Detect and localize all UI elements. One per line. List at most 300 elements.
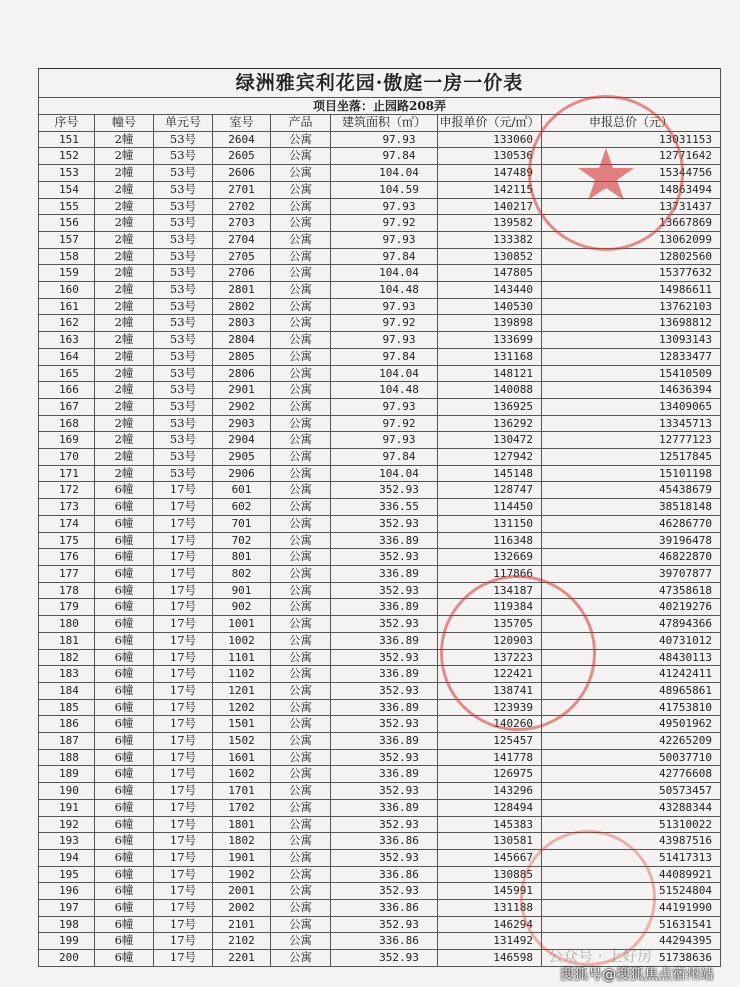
cell-seq: 184 (39, 682, 95, 699)
col-header-seq: 序号 (39, 115, 95, 132)
cell-unit-price: 122421 (438, 666, 542, 683)
cell-unit-price: 140260 (438, 716, 542, 733)
table-row (39, 315, 721, 332)
cell-room: 1801 (213, 816, 271, 833)
cell-unit: 17号 (154, 799, 213, 816)
cell-building: 2幢 (95, 181, 154, 198)
table-row (39, 499, 721, 516)
cell-seq: 171 (39, 465, 95, 482)
cell-seq: 169 (39, 432, 95, 449)
cell-unit-price: 142115 (438, 181, 542, 198)
table-row (39, 666, 721, 683)
cell-area: 104.04 (331, 365, 438, 382)
cell-unit-price: 131150 (438, 515, 542, 532)
cell-unit: 53号 (154, 181, 213, 198)
table-row (39, 549, 721, 566)
cell-building: 6幢 (95, 632, 154, 649)
cell-seq: 183 (39, 666, 95, 683)
cell-area: 352.93 (331, 649, 438, 666)
cell-room: 902 (213, 599, 271, 616)
cell-unit: 17号 (154, 883, 213, 900)
cell-total-price: 13093143 (542, 332, 721, 349)
cell-product: 公寓 (271, 248, 331, 265)
cell-building: 6幢 (95, 799, 154, 816)
cell-unit: 17号 (154, 816, 213, 833)
cell-area: 104.48 (331, 382, 438, 399)
cell-product: 公寓 (271, 916, 331, 933)
cell-product: 公寓 (271, 565, 331, 582)
cell-total-price: 40219276 (542, 599, 721, 616)
cell-unit-price: 138741 (438, 682, 542, 699)
table-row (39, 916, 721, 933)
cell-product: 公寓 (271, 900, 331, 917)
cell-unit-price: 140088 (438, 382, 542, 399)
cell-area: 352.93 (331, 916, 438, 933)
table-row (39, 565, 721, 582)
table-row (39, 198, 721, 215)
cell-area: 336.89 (331, 699, 438, 716)
cell-seq: 156 (39, 215, 95, 232)
cell-building: 6幢 (95, 565, 154, 582)
cell-unit: 17号 (154, 666, 213, 683)
table-row (39, 282, 721, 299)
cell-area: 352.93 (331, 515, 438, 532)
cell-building: 6幢 (95, 833, 154, 850)
cell-product: 公寓 (271, 382, 331, 399)
cell-room: 2702 (213, 198, 271, 215)
cell-unit-price: 123939 (438, 699, 542, 716)
cell-product: 公寓 (271, 766, 331, 783)
cell-building: 6幢 (95, 682, 154, 699)
cell-total-price: 14636394 (542, 382, 721, 399)
cell-unit: 17号 (154, 682, 213, 699)
cell-product: 公寓 (271, 515, 331, 532)
cell-room: 2901 (213, 382, 271, 399)
cell-unit: 53号 (154, 148, 213, 165)
cell-product: 公寓 (271, 231, 331, 248)
cell-total-price: 47894366 (542, 616, 721, 633)
cell-seq: 198 (39, 916, 95, 933)
table-row (39, 332, 721, 349)
table-row (39, 398, 721, 415)
cell-total-price: 13698812 (542, 315, 721, 332)
cell-product: 公寓 (271, 649, 331, 666)
cell-building: 2幢 (95, 282, 154, 299)
table-row (39, 515, 721, 532)
cell-unit: 53号 (154, 332, 213, 349)
cell-seq: 151 (39, 131, 95, 148)
cell-unit: 17号 (154, 849, 213, 866)
col-header-room: 室号 (213, 115, 271, 132)
cell-room: 2805 (213, 348, 271, 365)
cell-product: 公寓 (271, 499, 331, 516)
cell-unit: 17号 (154, 599, 213, 616)
cell-room: 2905 (213, 449, 271, 466)
col-header-unit-price: 申报单价（元/㎡） (438, 115, 542, 132)
cell-unit-price: 130885 (438, 866, 542, 883)
cell-seq: 157 (39, 231, 95, 248)
cell-seq: 162 (39, 315, 95, 332)
table-row (39, 716, 721, 733)
table-row (39, 599, 721, 616)
cell-room: 2703 (213, 215, 271, 232)
cell-room: 2001 (213, 883, 271, 900)
cell-room: 1802 (213, 833, 271, 850)
cell-area: 352.93 (331, 950, 438, 967)
cell-unit-price: 131168 (438, 348, 542, 365)
cell-seq: 174 (39, 515, 95, 532)
table-row (39, 131, 721, 148)
table-row (39, 432, 721, 449)
cell-seq: 172 (39, 482, 95, 499)
table-row (39, 766, 721, 783)
table-row (39, 148, 721, 165)
cell-total-price: 15377632 (542, 265, 721, 282)
cell-unit: 17号 (154, 716, 213, 733)
cell-area: 352.93 (331, 849, 438, 866)
cell-area: 97.93 (331, 398, 438, 415)
cell-unit-price: 120903 (438, 632, 542, 649)
col-header-product: 产品 (271, 115, 331, 132)
cell-total-price: 40731012 (542, 632, 721, 649)
cell-unit-price: 139582 (438, 215, 542, 232)
cell-product: 公寓 (271, 315, 331, 332)
cell-unit-price: 130472 (438, 432, 542, 449)
cell-total-price: 39707877 (542, 565, 721, 582)
cell-area: 97.92 (331, 415, 438, 432)
cell-seq: 189 (39, 766, 95, 783)
cell-room: 2706 (213, 265, 271, 282)
cell-building: 2幢 (95, 148, 154, 165)
cell-unit: 53号 (154, 282, 213, 299)
cell-total-price: 12771642 (542, 148, 721, 165)
price-sheet (38, 68, 720, 967)
cell-area: 104.59 (331, 181, 438, 198)
cell-room: 1701 (213, 783, 271, 800)
cell-unit: 17号 (154, 649, 213, 666)
table-row (39, 783, 721, 800)
cell-unit-price: 128747 (438, 482, 542, 499)
cell-building: 2幢 (95, 165, 154, 182)
cell-unit-price: 136292 (438, 415, 542, 432)
table-row (39, 849, 721, 866)
cell-area: 97.92 (331, 315, 438, 332)
cell-unit: 17号 (154, 515, 213, 532)
cell-unit: 17号 (154, 866, 213, 883)
cell-unit: 17号 (154, 582, 213, 599)
cell-room: 2904 (213, 432, 271, 449)
table-row (39, 348, 721, 365)
cell-product: 公寓 (271, 298, 331, 315)
cell-product: 公寓 (271, 348, 331, 365)
cell-area: 97.93 (331, 332, 438, 349)
cell-unit: 53号 (154, 231, 213, 248)
cell-seq: 185 (39, 699, 95, 716)
cell-product: 公寓 (271, 465, 331, 482)
table-row (39, 248, 721, 265)
cell-total-price: 13409065 (542, 398, 721, 415)
cell-building: 2幢 (95, 198, 154, 215)
cell-total-price: 42265209 (542, 733, 721, 750)
cell-seq: 179 (39, 599, 95, 616)
table-row (39, 265, 721, 282)
cell-total-price: 42776608 (542, 766, 721, 783)
cell-building: 6幢 (95, 582, 154, 599)
cell-total-price: 51631541 (542, 916, 721, 933)
cell-unit-price: 145667 (438, 849, 542, 866)
cell-product: 公寓 (271, 682, 331, 699)
cell-product: 公寓 (271, 432, 331, 449)
cell-product: 公寓 (271, 666, 331, 683)
cell-building: 2幢 (95, 265, 154, 282)
cell-unit: 17号 (154, 933, 213, 950)
cell-seq: 192 (39, 816, 95, 833)
cell-product: 公寓 (271, 449, 331, 466)
cell-unit-price: 130852 (438, 248, 542, 265)
table-row (39, 181, 721, 198)
cell-area: 336.86 (331, 900, 438, 917)
cell-unit: 53号 (154, 382, 213, 399)
cell-total-price: 15410509 (542, 365, 721, 382)
cell-product: 公寓 (271, 415, 331, 432)
cell-room: 2701 (213, 181, 271, 198)
cell-building: 2幢 (95, 365, 154, 382)
cell-total-price: 41242411 (542, 666, 721, 683)
cell-area: 104.04 (331, 465, 438, 482)
cell-unit-price: 148121 (438, 365, 542, 382)
cell-product: 公寓 (271, 816, 331, 833)
cell-area: 352.93 (331, 883, 438, 900)
cell-area: 352.93 (331, 682, 438, 699)
cell-product: 公寓 (271, 699, 331, 716)
cell-room: 1702 (213, 799, 271, 816)
cell-unit-price: 117866 (438, 565, 542, 582)
cell-total-price: 14986611 (542, 282, 721, 299)
price-table (38, 68, 721, 967)
cell-room: 2002 (213, 900, 271, 917)
cell-unit: 17号 (154, 766, 213, 783)
cell-room: 802 (213, 565, 271, 582)
cell-unit-price: 136925 (438, 398, 542, 415)
table-row (39, 532, 721, 549)
cell-product: 公寓 (271, 749, 331, 766)
cell-seq: 188 (39, 749, 95, 766)
cell-seq: 194 (39, 849, 95, 866)
cell-unit-price: 126975 (438, 766, 542, 783)
cell-seq: 167 (39, 398, 95, 415)
cell-seq: 178 (39, 582, 95, 599)
header-row (39, 115, 721, 132)
cell-total-price: 44191990 (542, 900, 721, 917)
cell-room: 601 (213, 482, 271, 499)
cell-seq: 176 (39, 549, 95, 566)
table-row (39, 816, 721, 833)
cell-building: 2幢 (95, 415, 154, 432)
cell-product: 公寓 (271, 215, 331, 232)
cell-building: 2幢 (95, 382, 154, 399)
cell-unit: 53号 (154, 348, 213, 365)
cell-total-price: 13667869 (542, 215, 721, 232)
cell-room: 2903 (213, 415, 271, 432)
wechat-watermark: 公众号 · 上好房 (548, 947, 653, 965)
cell-product: 公寓 (271, 582, 331, 599)
cell-unit-price: 131188 (438, 900, 542, 917)
cell-product: 公寓 (271, 148, 331, 165)
cell-unit: 53号 (154, 465, 213, 482)
cell-area: 104.48 (331, 282, 438, 299)
cell-product: 公寓 (271, 398, 331, 415)
table-row (39, 699, 721, 716)
cell-room: 1901 (213, 849, 271, 866)
cell-seq: 200 (39, 950, 95, 967)
cell-product: 公寓 (271, 866, 331, 883)
cell-total-price: 14863494 (542, 181, 721, 198)
cell-building: 2幢 (95, 398, 154, 415)
cell-unit: 17号 (154, 565, 213, 582)
cell-room: 2101 (213, 916, 271, 933)
cell-building: 2幢 (95, 315, 154, 332)
cell-unit: 17号 (154, 632, 213, 649)
cell-product: 公寓 (271, 181, 331, 198)
cell-building: 2幢 (95, 432, 154, 449)
col-header-unit: 单元号 (154, 115, 213, 132)
cell-product: 公寓 (271, 532, 331, 549)
cell-unit-price: 146598 (438, 950, 542, 967)
cell-seq: 152 (39, 148, 95, 165)
table-row (39, 365, 721, 382)
cell-total-price: 15344756 (542, 165, 721, 182)
cell-unit-price: 134187 (438, 582, 542, 599)
cell-seq: 180 (39, 616, 95, 633)
cell-room: 1502 (213, 733, 271, 750)
table-row (39, 465, 721, 482)
cell-unit: 17号 (154, 549, 213, 566)
cell-seq: 163 (39, 332, 95, 349)
cell-area: 97.84 (331, 449, 438, 466)
cell-unit: 53号 (154, 131, 213, 148)
cell-unit: 53号 (154, 449, 213, 466)
cell-unit-price: 127942 (438, 449, 542, 466)
cell-unit: 17号 (154, 833, 213, 850)
cell-total-price: 46286770 (542, 515, 721, 532)
cell-total-price: 45438679 (542, 482, 721, 499)
cell-area: 352.93 (331, 716, 438, 733)
cell-building: 6幢 (95, 766, 154, 783)
cell-unit-price: 132669 (438, 549, 542, 566)
cell-area: 97.93 (331, 231, 438, 248)
cell-unit: 53号 (154, 315, 213, 332)
cell-area: 336.86 (331, 833, 438, 850)
cell-unit: 53号 (154, 165, 213, 182)
cell-area: 97.84 (331, 148, 438, 165)
cell-building: 2幢 (95, 465, 154, 482)
cell-building: 6幢 (95, 482, 154, 499)
cell-area: 104.04 (331, 265, 438, 282)
cell-unit: 53号 (154, 415, 213, 432)
cell-room: 2803 (213, 315, 271, 332)
cell-building: 6幢 (95, 849, 154, 866)
cell-unit: 17号 (154, 749, 213, 766)
cell-product: 公寓 (271, 883, 331, 900)
cell-room: 2705 (213, 248, 271, 265)
cell-unit: 53号 (154, 265, 213, 282)
cell-room: 2804 (213, 332, 271, 349)
table-row (39, 165, 721, 182)
cell-total-price: 12833477 (542, 348, 721, 365)
cell-building: 6幢 (95, 716, 154, 733)
cell-total-price: 41753810 (542, 699, 721, 716)
cell-unit-price: 131492 (438, 933, 542, 950)
cell-unit-price: 140530 (438, 298, 542, 315)
cell-area: 352.93 (331, 549, 438, 566)
cell-building: 6幢 (95, 933, 154, 950)
cell-total-price: 43288344 (542, 799, 721, 816)
cell-total-price: 38518148 (542, 499, 721, 516)
col-header-building: 幢号 (95, 115, 154, 132)
cell-building: 2幢 (95, 348, 154, 365)
cell-area: 352.93 (331, 749, 438, 766)
table-row (39, 900, 721, 917)
cell-room: 2605 (213, 148, 271, 165)
cell-product: 公寓 (271, 165, 331, 182)
cell-unit: 17号 (154, 900, 213, 917)
cell-total-price: 48430113 (542, 649, 721, 666)
table-row (39, 215, 721, 232)
cell-unit-price: 145991 (438, 883, 542, 900)
cell-unit: 17号 (154, 532, 213, 549)
cell-building: 6幢 (95, 515, 154, 532)
cell-seq: 197 (39, 900, 95, 917)
table-row (39, 415, 721, 432)
cell-unit-price: 119384 (438, 599, 542, 616)
cell-room: 1102 (213, 666, 271, 683)
cell-building: 6幢 (95, 866, 154, 883)
cell-total-price: 13031153 (542, 131, 721, 148)
cell-unit: 53号 (154, 398, 213, 415)
cell-area: 97.93 (331, 198, 438, 215)
cell-unit: 17号 (154, 499, 213, 516)
table-row (39, 749, 721, 766)
cell-unit-price: 125457 (438, 733, 542, 750)
cell-unit: 17号 (154, 616, 213, 633)
cell-room: 2604 (213, 131, 271, 148)
cell-area: 104.04 (331, 165, 438, 182)
cell-unit-price: 114450 (438, 499, 542, 516)
cell-total-price: 43987516 (542, 833, 721, 850)
table-row (39, 799, 721, 816)
cell-building: 2幢 (95, 248, 154, 265)
cell-area: 97.84 (331, 348, 438, 365)
cell-total-price: 46822870 (542, 549, 721, 566)
cell-total-price: 13762103 (542, 298, 721, 315)
cell-area: 97.93 (331, 432, 438, 449)
cell-area: 97.93 (331, 298, 438, 315)
cell-unit-price: 133060 (438, 131, 542, 148)
cell-seq: 186 (39, 716, 95, 733)
table-row (39, 382, 721, 399)
cell-unit-price: 147805 (438, 265, 542, 282)
cell-building: 6幢 (95, 916, 154, 933)
cell-unit: 53号 (154, 215, 213, 232)
cell-product: 公寓 (271, 482, 331, 499)
cell-product: 公寓 (271, 632, 331, 649)
cell-seq: 170 (39, 449, 95, 466)
table-row (39, 298, 721, 315)
cell-building: 6幢 (95, 733, 154, 750)
table-row (39, 582, 721, 599)
cell-seq: 168 (39, 415, 95, 432)
cell-product: 公寓 (271, 783, 331, 800)
